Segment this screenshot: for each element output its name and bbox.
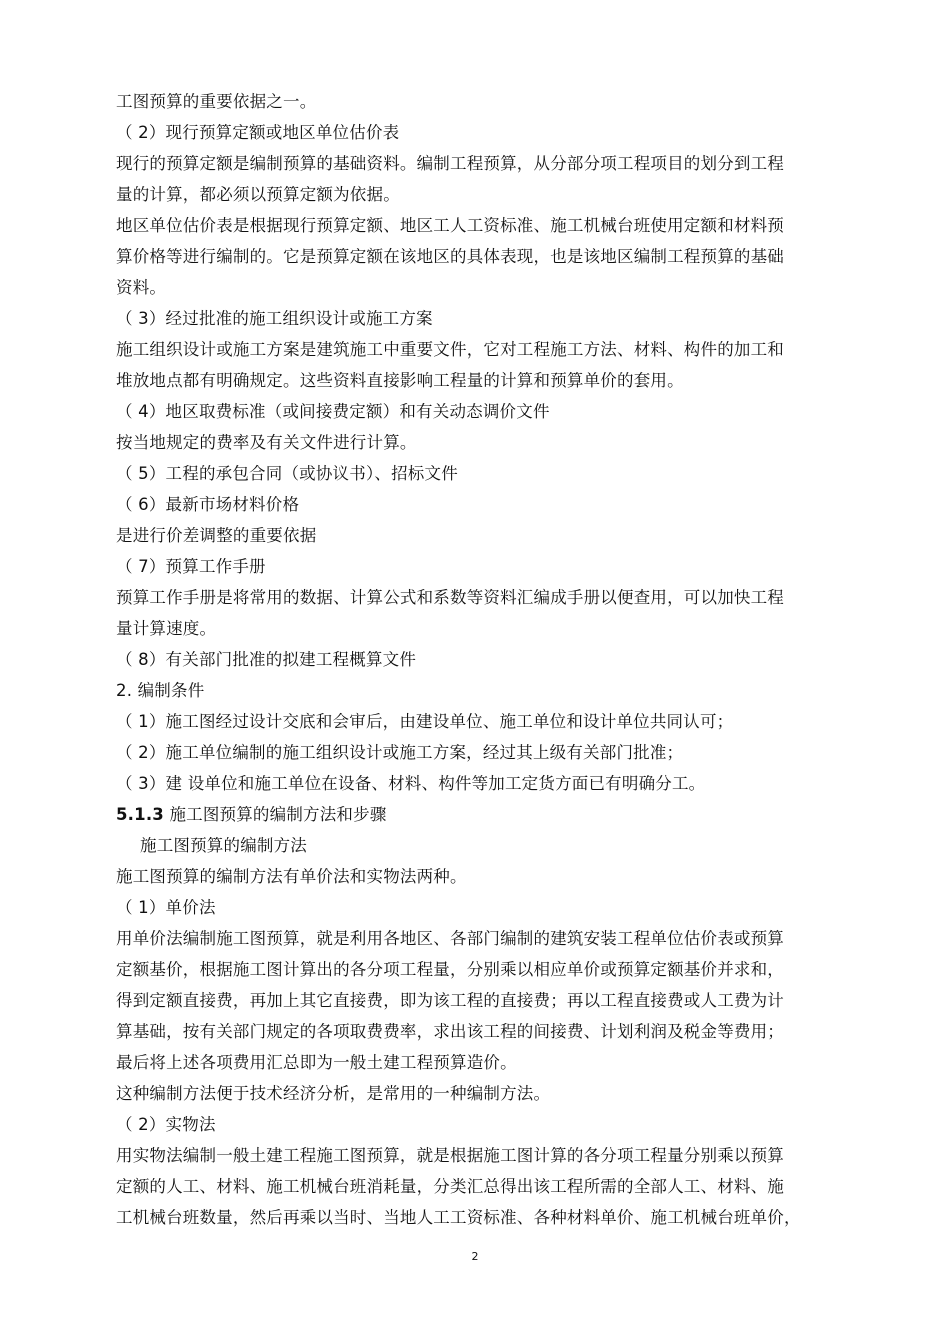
text-line: 施工图预算的编制方法有单价法和实物法两种。 <box>116 867 467 886</box>
subheading: 2. 编制条件 <box>116 681 205 700</box>
text-line: 定额基价，根据施工图计算出的各分项工程量，分别乘以相应单价或预算定额基价并求和， <box>116 960 784 979</box>
document-body <box>116 86 886 1233</box>
text-line: 这种编制方法便于技术经济分析，是常用的一种编制方法。 <box>116 1084 551 1103</box>
text-line: 施工组织设计或施工方案是建筑施工中重要文件，它对工程施工方法、材料、构件的加工和 <box>116 340 784 359</box>
text-line: 工机械台班数量，然后再乘以当时、当地人工工资标准、各种材料单价、施工机械台班单价， <box>116 1208 801 1227</box>
text-line: 定额的人工、材料、施工机械台班消耗量，分类汇总得出该工程所需的全部人工、材料、施 <box>116 1177 784 1196</box>
text-line: 是进行价差调整的重要依据 <box>116 526 317 545</box>
text-line: 地区单位估价表是根据现行预算定额、地区工人工资标准、施工机械台班使用定额和材料预 <box>116 216 784 235</box>
list-item: （ 3）经过批准的施工组织设计或施工方案 <box>116 309 433 328</box>
text-line: 用实物法编制一般土建工程施工图预算，就是根据施工图计算的各分项工程量分别乘以预算 <box>116 1146 784 1165</box>
list-item: （ 3）建 设单位和施工单位在设备、材料、构件等加工定货方面已有明确分工。 <box>116 774 706 793</box>
subheading: 施工图预算的编制方法 <box>140 836 307 855</box>
text-line: 最后将上述各项费用汇总即为一般土建工程预算造价。 <box>116 1053 517 1072</box>
text-line: 现行的预算定额是编制预算的基础资料。编制工程预算，从分部分项工程项目的划分到工程 <box>116 154 784 173</box>
page-number: 2 <box>471 1250 479 1263</box>
list-item: （ 5）工程的承包合同（或协议书）、招标文件 <box>116 464 458 483</box>
text-line: 算基础，按有关部门规定的各项取费费率，求出该工程的间接费、计划利润及税金等费用； <box>116 1022 784 1041</box>
text-line: 得到定额直接费，再加上其它直接费，即为该工程的直接费；再以工程直接费或人工费为计 <box>116 991 784 1010</box>
text-line: 资料。 <box>116 278 167 297</box>
list-item: （ 6）最新市场材料价格 <box>116 495 300 514</box>
list-item: （ 2）施工单位编制的施工组织设计或施工方案，经过其上级有关部门批准； <box>116 743 684 762</box>
section-heading <box>116 799 886 830</box>
text-line: 用单价法编制施工图预算，就是利用各地区、各部门编制的建筑安装工程单位估价表或预算 <box>116 929 784 948</box>
text-line: 堆放地点都有明确规定。这些资料直接影响工程量的计算和预算单价的套用。 <box>116 371 684 390</box>
list-item: （ 2）实物法 <box>116 1115 216 1134</box>
text-line: 量计算速度。 <box>116 619 217 638</box>
text-line: 算价格等进行编制的。它是预算定额在该地区的具体表现，也是该地区编制工程预算的基础 <box>116 247 784 266</box>
list-item: （ 1）单价法 <box>116 898 216 917</box>
section-title: 施工图预算的编制方法和步骤 <box>169 805 387 824</box>
text-line: 量的计算，都必须以预算定额为依据。 <box>116 185 400 204</box>
text-line: 预算工作手册是将常用的数据、计算公式和系数等资料汇编成手册以便查用，可以加快工程 <box>116 588 784 607</box>
list-item: （ 8）有关部门批准的拟建工程概算文件 <box>116 650 417 669</box>
text-line: 按当地规定的费率及有关文件进行计算。 <box>116 433 417 452</box>
list-item: （ 1）施工图经过设计交底和会审后，由建设单位、施工单位和设计单位共同认可； <box>116 712 734 731</box>
list-item: （ 7）预算工作手册 <box>116 557 266 576</box>
list-item: （ 4）地区取费标准（或间接费定额）和有关动态调价文件 <box>116 402 550 421</box>
list-item: （ 2）现行预算定额或地区单位估价表 <box>116 123 400 142</box>
text-line: 工图预算的重要依据之一。 <box>116 92 317 111</box>
section-number: 5.1.3 <box>116 805 164 824</box>
